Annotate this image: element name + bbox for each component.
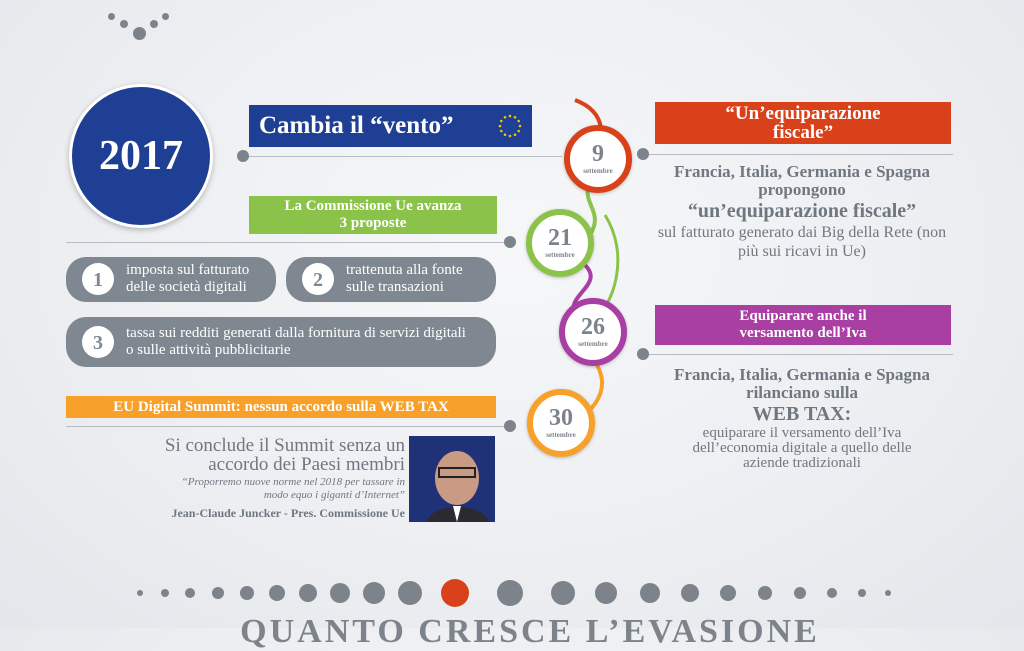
connector-line bbox=[648, 354, 953, 355]
proposal-number: 3 bbox=[82, 326, 114, 358]
decor-dot bbox=[150, 20, 158, 28]
proposal-2 bbox=[286, 257, 496, 302]
date-month: settembre bbox=[583, 167, 613, 175]
quote-author: Jean-Claude Juncker - Pres. Commissione Ue bbox=[171, 506, 405, 520]
page-dot[interactable] bbox=[185, 588, 195, 598]
right-header-1-text: “Un’equiparazione fiscale” bbox=[725, 103, 881, 143]
right-text-1-big: “un’equiparazione fiscale” bbox=[687, 200, 917, 222]
right-text-2 bbox=[652, 366, 952, 471]
juncker-photo bbox=[409, 436, 495, 522]
title-banner-text: Cambia il “vento” bbox=[259, 112, 454, 139]
connector-line bbox=[66, 426, 516, 427]
right-header-2-text: Equiparare anche il versamento dell’Iva bbox=[739, 308, 867, 341]
right-text-2-big: WEB TAX: bbox=[752, 403, 852, 425]
right-header-2 bbox=[655, 305, 951, 345]
page-dot[interactable] bbox=[551, 581, 575, 605]
connector-dot bbox=[637, 348, 649, 360]
date-month: settembre bbox=[546, 431, 576, 439]
proposal-3 bbox=[66, 317, 496, 367]
page-dot[interactable] bbox=[212, 587, 224, 599]
juncker-quote: “Proporremo nuove norme nel 2018 per tassare in modo equo i giganti d’Internet” bbox=[181, 476, 405, 501]
page-dot[interactable] bbox=[240, 586, 254, 600]
date-day: 30 bbox=[549, 405, 573, 431]
bottom-heading: QUANTO CRESCE L’EVASIONE bbox=[240, 613, 820, 650]
date-badge-21 bbox=[526, 209, 594, 277]
right-text-2-bold: Francia, Italia, Germania e Spagna rilanciano sulla bbox=[674, 365, 930, 402]
proposal-text: tassa sui redditi generati dalla fornitura di servizi digitali o sulle attività pubblicitarie bbox=[126, 325, 466, 358]
date-badge-30 bbox=[527, 389, 595, 457]
page-dot[interactable] bbox=[299, 584, 317, 602]
decor-dot bbox=[162, 13, 169, 20]
connector-dot bbox=[504, 236, 516, 248]
year-badge bbox=[69, 84, 213, 228]
portrait-icon bbox=[409, 436, 495, 522]
decor-dot bbox=[133, 27, 146, 40]
page-dot-active[interactable] bbox=[441, 579, 469, 607]
right-text-1 bbox=[652, 163, 952, 261]
right-text-2-rest: equiparare il versamento dell’Iva dell’economia digitale a quello delle aziende tradizionali bbox=[692, 425, 912, 471]
connector-dot bbox=[237, 150, 249, 162]
date-badge-9 bbox=[564, 125, 632, 193]
date-day: 26 bbox=[581, 314, 605, 340]
connector-dot bbox=[637, 148, 649, 160]
page-dot[interactable] bbox=[681, 584, 699, 602]
page-dot[interactable] bbox=[497, 580, 523, 606]
connector-line bbox=[66, 242, 516, 243]
page-indicator bbox=[0, 573, 1024, 613]
page-dot[interactable] bbox=[398, 581, 422, 605]
title-banner bbox=[249, 105, 532, 147]
connector-line bbox=[648, 154, 953, 155]
page-dot[interactable] bbox=[137, 590, 143, 596]
decor-dot bbox=[120, 20, 128, 28]
summit-header-text: EU Digital Summit: nessun accordo sulla WEB TAX bbox=[113, 399, 449, 415]
date-badge-26 bbox=[559, 298, 627, 366]
connector-line bbox=[244, 156, 562, 157]
proposal-text: imposta sul fatturato delle società digitali bbox=[126, 262, 250, 295]
date-day: 21 bbox=[548, 225, 572, 251]
summit-text: Si conclude il Summit senza un accordo dei Paesi membri bbox=[164, 435, 405, 475]
commission-header bbox=[249, 196, 497, 234]
page-dot[interactable] bbox=[161, 589, 169, 597]
date-day: 9 bbox=[592, 141, 604, 167]
decor-dot bbox=[108, 13, 115, 20]
page-dot[interactable] bbox=[595, 582, 617, 604]
proposal-text: trattenuta alla fonte sulle transazioni bbox=[346, 262, 463, 295]
right-text-1-bold: Francia, Italia, Germania e Spagna propongono bbox=[674, 162, 930, 199]
page-dot[interactable] bbox=[794, 587, 806, 599]
page-dot[interactable] bbox=[827, 588, 837, 598]
proposal-number: 1 bbox=[82, 263, 114, 295]
commission-header-text: La Commissione Ue avanza 3 proposte bbox=[284, 198, 462, 231]
connector-dot bbox=[504, 420, 516, 432]
page-dot[interactable] bbox=[758, 586, 772, 600]
date-month: settembre bbox=[545, 251, 575, 259]
proposal-1 bbox=[66, 257, 276, 302]
proposal-number: 2 bbox=[302, 263, 334, 295]
right-text-1-rest: sul fatturato generato dai Big della Rete (non più sui ricavi in Ue) bbox=[657, 224, 947, 260]
page-dot[interactable] bbox=[720, 585, 736, 601]
right-header-1 bbox=[655, 102, 951, 144]
page-dot[interactable] bbox=[363, 582, 385, 604]
page-dot[interactable] bbox=[330, 583, 350, 603]
summit-header bbox=[66, 396, 496, 418]
page-dot[interactable] bbox=[858, 589, 866, 597]
page-dot[interactable] bbox=[640, 583, 660, 603]
date-month: settembre bbox=[578, 340, 608, 348]
year-text: 2017 bbox=[99, 133, 183, 179]
page-dot[interactable] bbox=[269, 585, 285, 601]
page-dot[interactable] bbox=[885, 590, 891, 596]
